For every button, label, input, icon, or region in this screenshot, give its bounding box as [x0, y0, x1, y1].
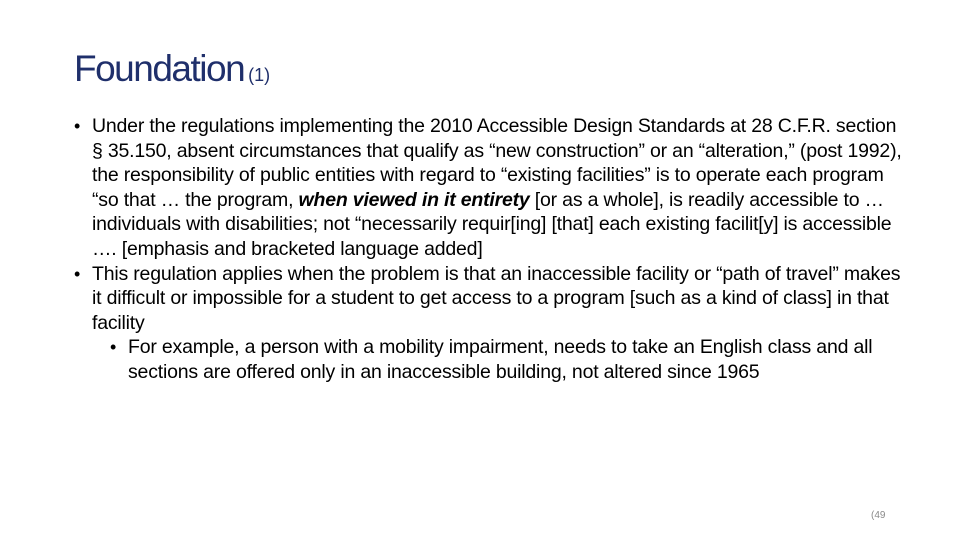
- bullet-item: [74, 114, 904, 262]
- bullet-item: [74, 262, 904, 336]
- slide-title-sub: (1): [248, 65, 271, 85]
- bullet-text-post: [or as a whole], is readily accessible to … individuals with disabilities; not “necessarily requir[ing] [that] each existing facilit[y] is accessible …. [emphasis and bracketed language added]: [92, 188, 892, 260]
- sub-bullet-text: For example, a person with a mobility impairment, needs to take an English class and all sections are offered only in an inaccessible building, not altered since 1965: [128, 336, 873, 383]
- page-number: (49: [871, 510, 886, 521]
- bullet-text-emphasis: when viewed in it entirety: [298, 188, 530, 211]
- sub-bullet-item: [110, 335, 904, 384]
- bullet-text: This regulation applies when the problem is that an inaccessible facility or “path of travel” makes it difficult or impossible for a student to get access to a program [such as a kind of class] in that facility: [92, 262, 901, 334]
- slide-title-main: Foundation: [74, 48, 245, 89]
- bullet-text-pre: Under the regulations implementing the 2010 Accessible Design Standards at 28 C.F.R. section § 35.150, absent circumstances that qualify as “new construction” or an “alteration,” (post 1992), the responsibility of public entities with regard to “existing facilities” is to operate each program “so that … the program,: [92, 115, 902, 211]
- slide-title: [74, 48, 270, 90]
- slide-body: [74, 114, 904, 385]
